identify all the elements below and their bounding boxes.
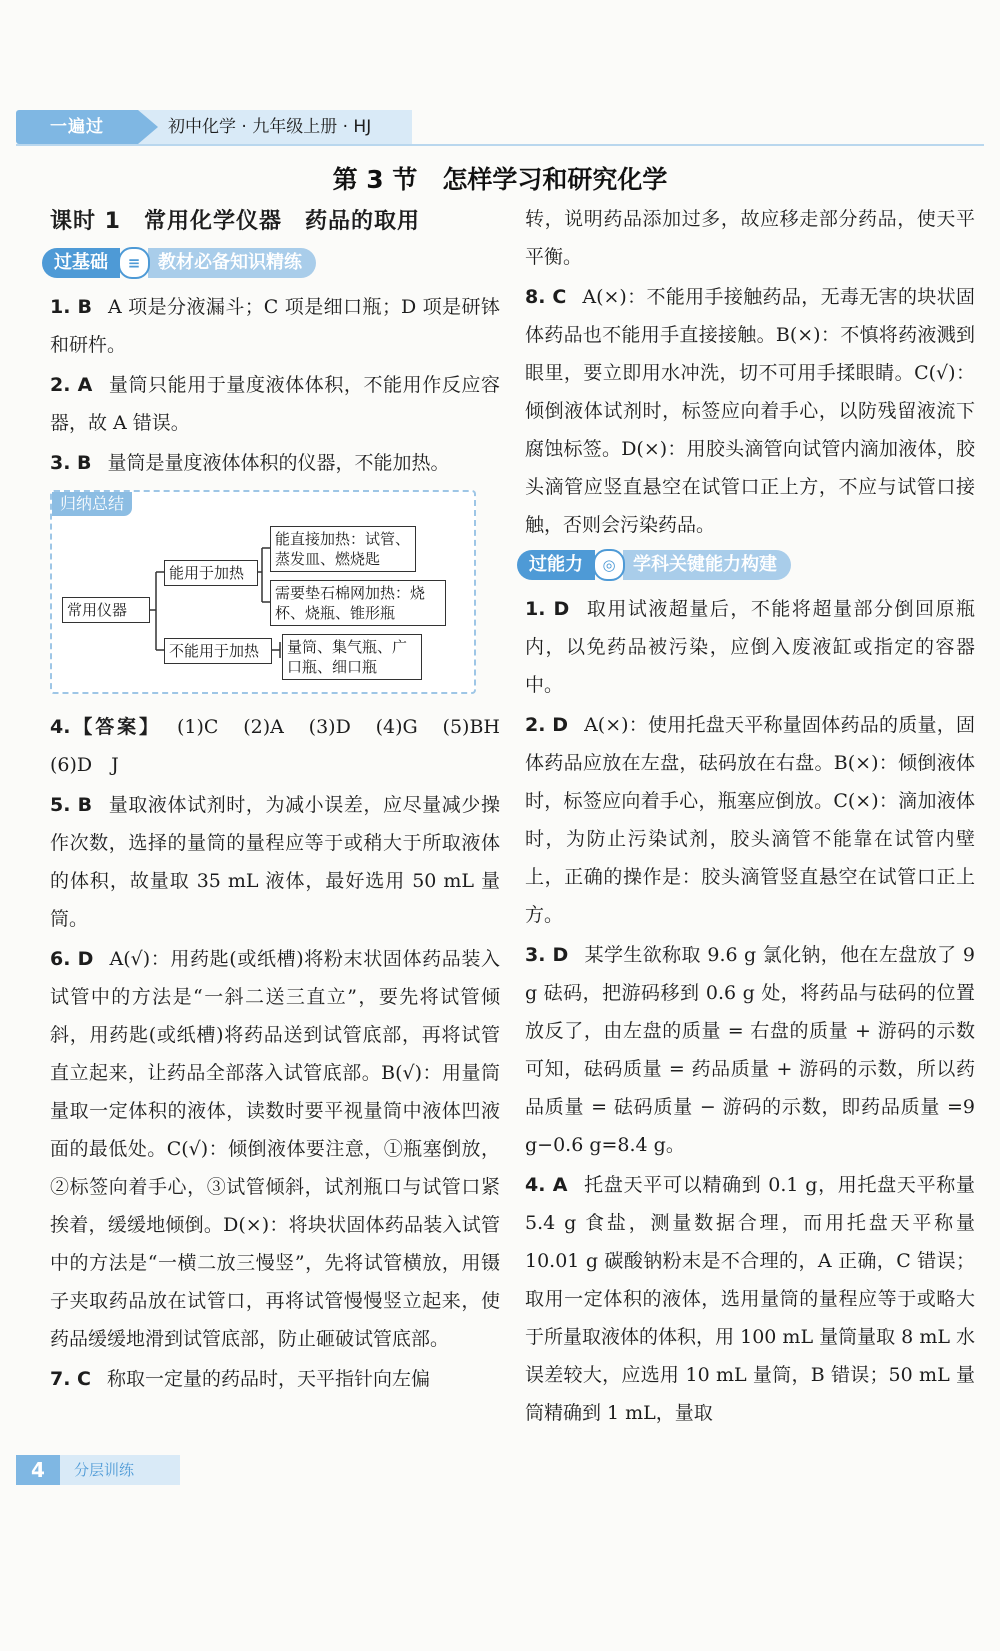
answer-text: 转，说明药品添加过多，故应移走部分药品，使天平平衡。 — [525, 208, 975, 268]
answer-item — [50, 444, 500, 482]
answer-item — [50, 1360, 500, 1398]
answer-number: 6. D — [50, 948, 94, 970]
answer-number: 4. A — [525, 1174, 568, 1196]
summary-heatable: 能用于加热 — [164, 560, 258, 586]
answer-text: 量筒是量度液体体积的仪器，不能加热。 — [107, 452, 450, 474]
brand-logo: 一遍过 — [16, 110, 138, 144]
answer-item — [525, 200, 975, 276]
answer-number: 3. B — [50, 452, 92, 474]
answer-item — [50, 786, 500, 938]
header-divider — [16, 144, 984, 146]
answer-text: 称取一定量的药品时，天平指针向左偏 — [107, 1368, 431, 1390]
summary-not-heatable: 不能用于加热 — [164, 638, 272, 664]
answer-number: 5. B — [50, 794, 93, 816]
left-column — [50, 200, 519, 1400]
answer-list-basics-end — [525, 200, 975, 544]
answer-text: A 项是分液漏斗；C 项是细口瓶；D 项是研钵和研杵。 — [50, 296, 500, 356]
ability-banner-label: 过能力 — [517, 550, 595, 580]
answer-item — [525, 590, 975, 704]
answer-text: 量筒只能用于量度液体体积，不能用作反应容器，故 A 错误。 — [50, 374, 500, 434]
answer-text: A(×)：不能用手接触药品，无毒无害的块状固体药品也不能用手直接接触。B(×)：不慎将药液溅到眼里，要立即用水冲洗，切不可用手揉眼睛。C(√)：倾倒液体试剂时，标签应向着手心，以防残留液流下腐蚀标签。D(×)：用胶头滴管向试管内滴加液体，胶头滴管应竖直悬空在试管口正上方，不应与试管口接触，否则会污染药品。 — [525, 286, 975, 536]
basics-banner-label: 过基础 — [42, 248, 120, 278]
answer-text: A(×)：使用托盘天平称量固体药品的质量，固体药品应放在左盘，砝码放在右盘。B(×)：倾倒液体时，标签应向着手心，瓶塞应倒放。C(×)：滴加液体时，为防止污染试剂，胶头滴管不能靠在试管内壁上，正确的操作是：胶头滴管竖直悬空在试管口正上方。 — [525, 714, 976, 926]
summary-diagram — [50, 490, 476, 694]
answer-number: 2. A — [50, 374, 93, 396]
answer-text: 量取液体试剂时，为减小误差，应尽量减少操作次数，选择的量筒的量程应等于或稍大于所取液体的体积，故量取 35 mL 液体，最好选用 50 mL 量筒。 — [50, 794, 500, 930]
page-footer — [16, 1455, 166, 1485]
answer-text: 托盘天平可以精确到 0.1 g，用托盘天平称量 5.4 g 食盐，测量数据合理，而用托盘天平称量 10.01 g 碳酸钠粉末是不合理的，A 正确，C 错误；取用一定体积的液体，选用量筒的量程应等于或略大于所量取液体的体积，用 100 mL 量筒量取 8 mL 水误差较大，应选用 10 mL 量筒，B 错误；50 mL 量筒精确到 1 mL，量取 — [525, 1174, 975, 1424]
answer-number: 7. C — [50, 1368, 91, 1390]
ability-banner — [517, 548, 975, 582]
book-icon: ≡ — [118, 247, 150, 279]
answer-list-basics-continued — [50, 708, 519, 1398]
lesson-title: 课时 1 常用化学仪器 药品的取用 — [50, 209, 420, 234]
answer-item — [50, 708, 519, 784]
answer-text: 取用试液超量后，不能将超量部分倒回原瓶内，以免药品被污染，应倒入废液缸或指定的容器中。 — [525, 598, 975, 696]
right-column — [525, 200, 975, 1434]
answer-number: 4.【答案】 — [50, 716, 161, 738]
summary-tag: 归纳总结 — [52, 492, 132, 516]
answer-list-ability — [525, 590, 975, 1432]
answer-item — [50, 940, 500, 1358]
page-number: 4 — [16, 1455, 60, 1485]
book-subject: 初中化学 · 九年级上册 · HJ — [138, 110, 412, 144]
summary-no-heating: 量筒、集气瓶、广口瓶、细口瓶 — [282, 634, 422, 680]
section-title: 第 3 节 怎样学习和研究化学 — [332, 165, 668, 194]
summary-gauze-heating: 需要垫石棉网加热：烧杯、烧瓶、锥形瓶 — [270, 580, 446, 626]
answer-item — [50, 366, 500, 442]
basics-banner-subtitle: 教材必备知识精练 — [148, 248, 316, 278]
answer-item — [50, 288, 500, 364]
answer-item — [525, 706, 975, 934]
answer-text: (1)C (2)A (3)D (4)G (5)BH (6)D J — [50, 716, 519, 776]
answer-text: A(√)：用药匙(或纸槽)将粉末状固体药品装入试管中的方法是“一斜二送三直立”，要先将试管倾斜，用药匙(或纸槽)将药品送到试管底部，再将试管直立起来，让药品全部落入试管底部。B(√)：用量筒量取一定体积的液体，读数时要平视量筒中液体凹液面的最低处。C(√)：倾倒液体要注意，①瓶塞倒放，②标签向着手心，③试管倾斜，试剂瓶口与试管口紧挨着，缓缓地倾倒。D(×)：将块状固体药品装入试管中的方法是“一横二放三慢竖”，先将试管横放，用镊子夹取药品放在试管口，再将试管慢慢竖立起来，使药品缓缓地滑到试管底部，防止砸破试管底部。 — [50, 948, 501, 1350]
answer-number: 3. D — [525, 944, 569, 966]
ability-banner-subtitle: 学科关键能力构建 — [623, 550, 791, 580]
basics-banner — [42, 246, 500, 280]
medal-icon: ◎ — [593, 549, 625, 581]
summary-root: 常用仪器 — [62, 597, 150, 623]
answer-text: 某学生欲称取 9.6 g 氯化钠，他在左盘放了 9 g 砝码，把游码移到 0.6 g 处，将药品与砝码的位置放反了，由左盘的质量 = 右盘的质量 + 游码的示数可知，砝码质量 = 药品质量 + 游码的示数，所以药品质量 = 砝码质量 − 游码的示数，即药品质量 =9 g−0.6 g=8.4 g。 — [525, 944, 975, 1156]
footer-label: 分层训练 — [60, 1455, 180, 1485]
answer-item — [525, 936, 975, 1164]
summary-direct-heating: 能直接加热：试管、蒸发皿、燃烧匙 — [270, 526, 416, 572]
answer-item — [525, 1166, 975, 1432]
answer-number: 2. D — [525, 714, 569, 736]
answer-number: 1. D — [525, 598, 570, 620]
page-header — [16, 110, 412, 144]
answer-list-basics — [50, 288, 500, 482]
answer-number: 1. B — [50, 296, 92, 318]
answer-number: 8. C — [525, 286, 567, 308]
answer-item — [525, 278, 975, 544]
